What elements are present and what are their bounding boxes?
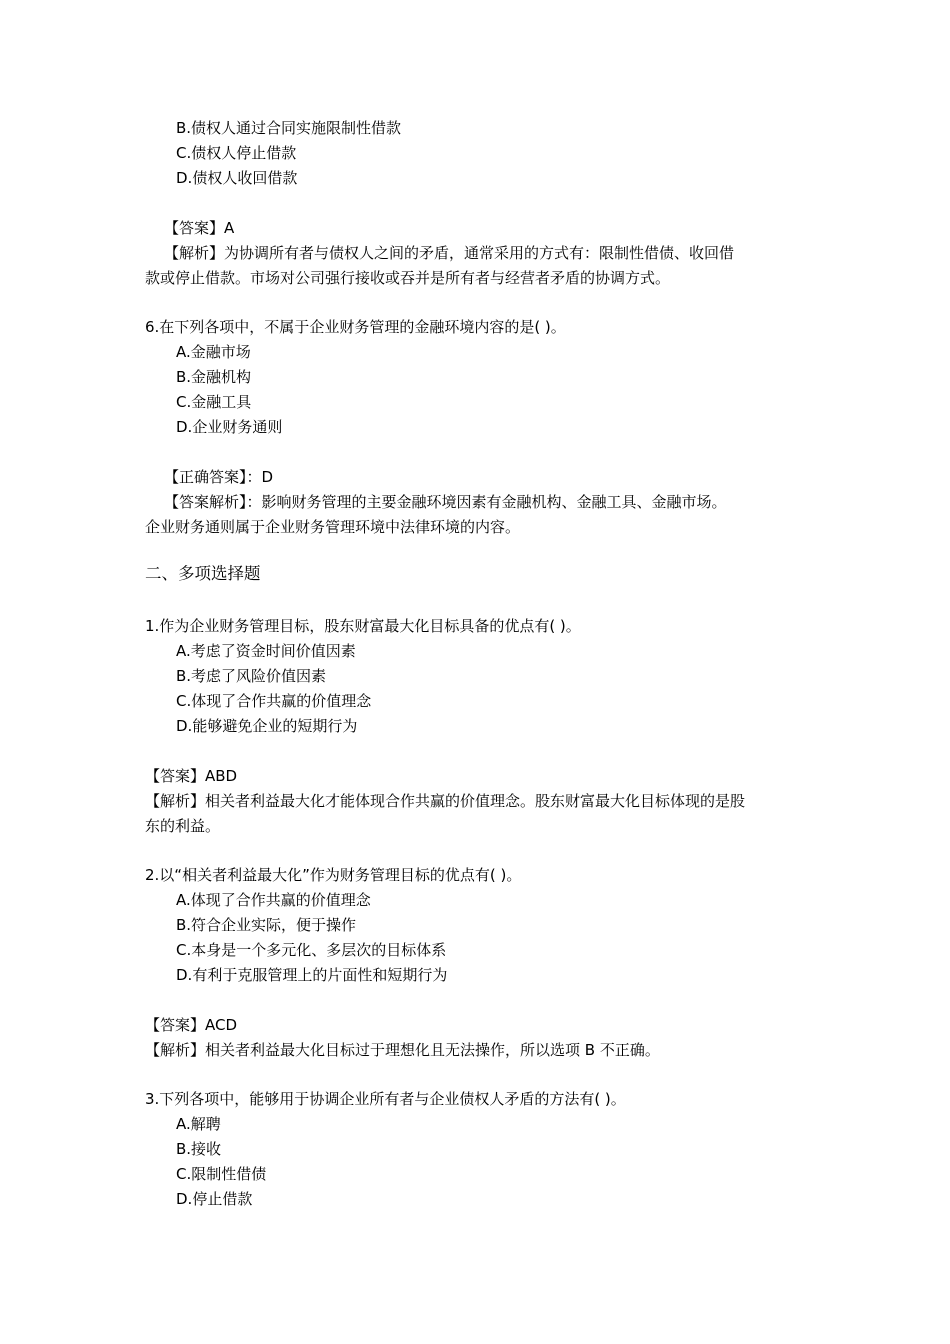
- analysis-line: 企业财务通则属于企业财务管理环境中法律环境的内容。: [145, 518, 521, 536]
- question-stem: 3.下列各项中，能够用于协调企业所有者与企业债权人矛盾的方法有( )。: [145, 1090, 626, 1108]
- option-b: B.接收: [176, 1140, 222, 1158]
- analysis-line: 【解析】相关者利益最大化目标过于理想化且无法操作，所以选项 B 不正确。: [145, 1041, 660, 1059]
- answer: 【答案】ABD: [145, 767, 238, 785]
- question-stem: 1.作为企业财务管理目标，股东财富最大化目标具备的优点有( )。: [145, 617, 581, 635]
- question-stem: 6.在下列各项中，不属于企业财务管理的金融环境内容的是( )。: [145, 318, 566, 336]
- option-d: D.有利于克服管理上的片面性和短期行为: [176, 966, 448, 984]
- answer: 【正确答案】：D: [164, 468, 274, 486]
- option-b: B.金融机构: [176, 368, 252, 386]
- option-a: A.解聘: [176, 1115, 221, 1133]
- option-d: D.能够避免企业的短期行为: [176, 717, 358, 735]
- option-c: C.体现了合作共赢的价值理念: [176, 692, 372, 710]
- analysis-line: 东的利益。: [145, 817, 221, 835]
- option-c: C.金融工具: [176, 393, 252, 411]
- option-a: A.考虑了资金时间价值因素: [176, 642, 356, 660]
- answer: 【答案】A: [164, 219, 235, 237]
- question-stem: 2.以“相关者利益最大化”作为财务管理目标的优点有( )。: [145, 866, 522, 884]
- analysis-line: 款或停止借款。市场对公司强行接收或吞并是所有者与经营者矛盾的协调方式。: [145, 269, 671, 287]
- option-d: D.债权人收回借款: [176, 169, 298, 187]
- option-d: D.停止借款: [176, 1190, 253, 1208]
- option-c: C.本身是一个多元化、多层次的目标体系: [176, 941, 447, 959]
- analysis-line: 【解析】为协调所有者与债权人之间的矛盾，通常采用的方式有：限制性借债、收回借: [164, 244, 735, 262]
- option-c: C.限制性借债: [176, 1165, 267, 1183]
- option-d: D.企业财务通则: [176, 418, 283, 436]
- option-b: B.符合企业实际，便于操作: [176, 916, 357, 934]
- analysis-line: 【答案解析】：影响财务管理的主要金融环境因素有金融机构、金融工具、金融市场。: [164, 493, 727, 511]
- section-title: 二、多项选择题: [145, 564, 261, 583]
- analysis-line: 【解析】相关者利益最大化才能体现合作共赢的价值理念。股东财富最大化目标体现的是股: [145, 792, 746, 810]
- answer: 【答案】ACD: [145, 1016, 238, 1034]
- option-a: A.金融市场: [176, 343, 251, 361]
- option-b: B.债权人通过合同实施限制性借款: [176, 119, 402, 137]
- option-b: B.考虑了风险价值因素: [176, 667, 327, 685]
- option-c: C.债权人停止借款: [176, 144, 297, 162]
- option-a: A.体现了合作共赢的价值理念: [176, 891, 371, 909]
